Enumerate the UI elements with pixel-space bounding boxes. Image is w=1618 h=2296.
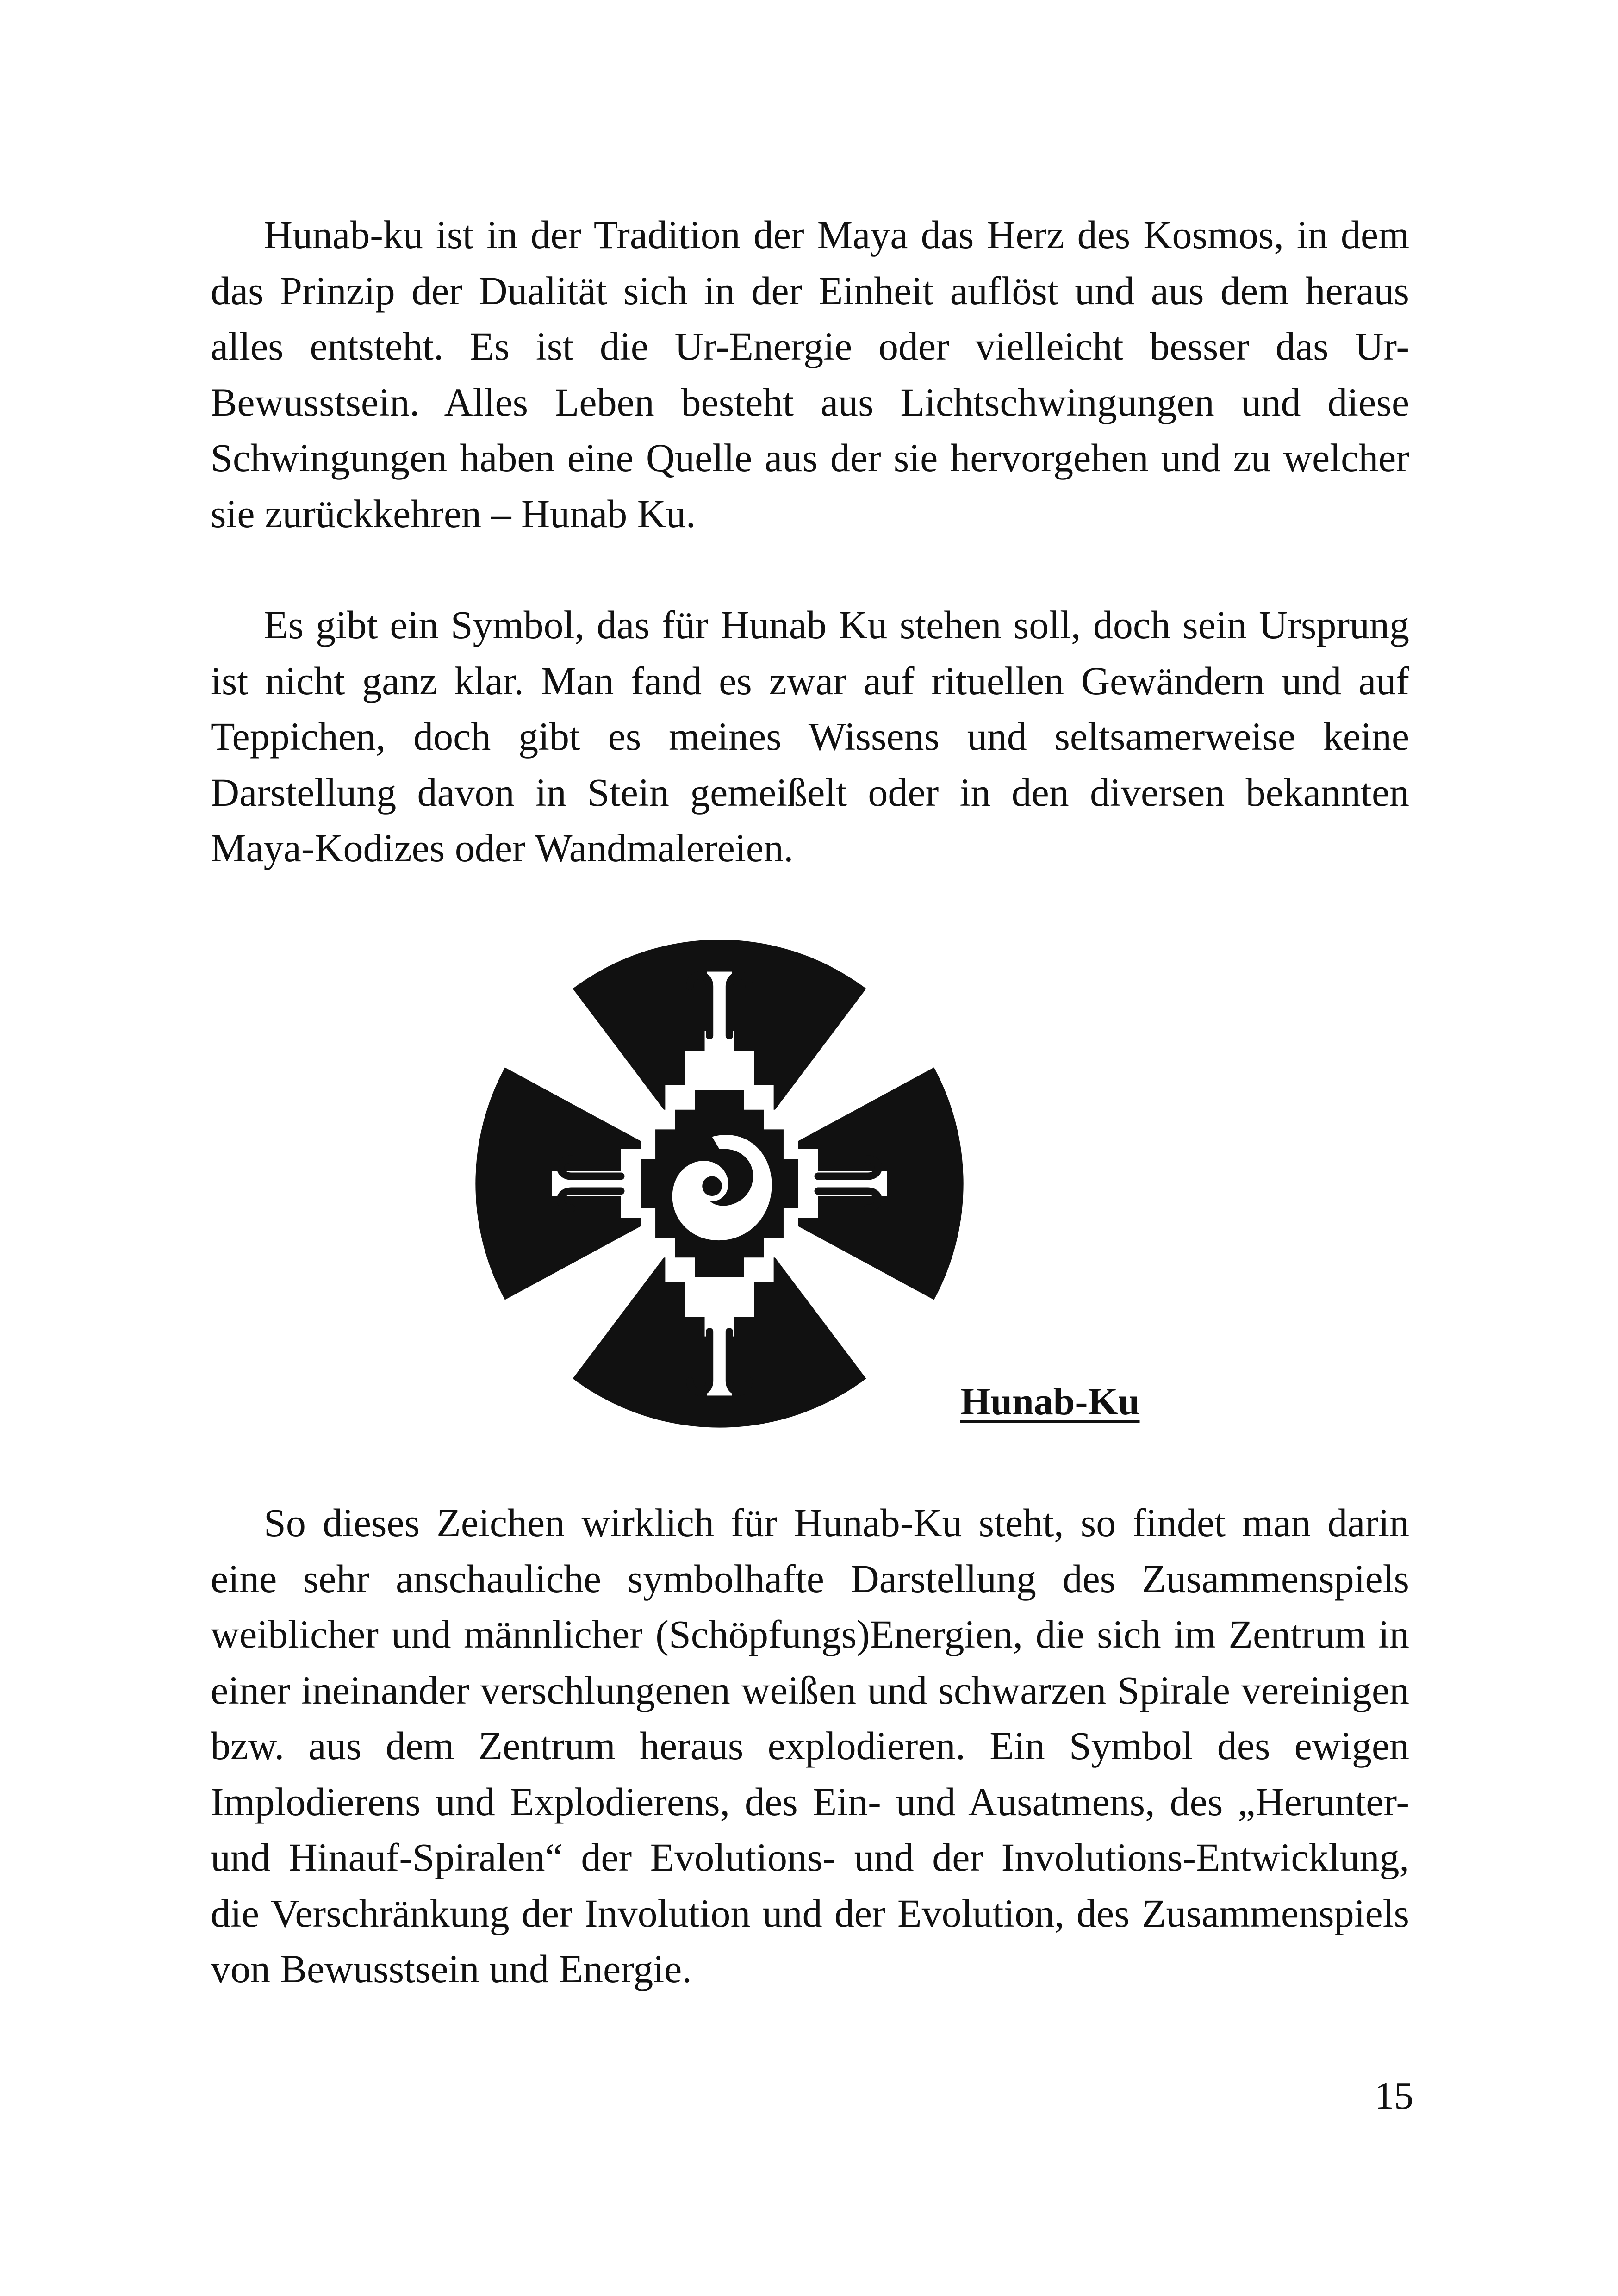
- figure-caption: Hunab-Ku: [960, 1380, 1140, 1423]
- paragraph-1: Hunab-ku ist in der Tradition der Maya das Herz des Kosmos, in dem das Prinzip der Dualität sich in der Einheit auflöst und aus dem heraus alles entsteht. Es ist die Ur-Energie oder vielleicht besser das Ur-Bewusstsein. Alles Leben besteht aus Lichtschwingungen und diese Schwingungen haben eine Quelle aus der sie hervorgehen und zu welcher sie zurückkehren – Hunab Ku.: [211, 212, 1409, 536]
- hunab-ku-symbol-icon: [473, 937, 966, 1430]
- page-number: 15: [1375, 2074, 1413, 2117]
- paragraph-3: So dieses Zeichen wirklich für Hunab-Ku steht, so findet man darin eine sehr anschauliche symbolhafte Darstellung des Zusammenspiels weiblicher und männlicher (Schöpfungs)Energien, die sich im Zentrum in einer ineinander verschlungenen weißen und schwarzen Spirale vereinigen bzw. aus dem Zentrum heraus explodieren. Ein Symbol des ewigen Implodierens und Explodierens, des Ein- und Ausatmens, des „Herunter- und Hinauf-Spiralen“ der Evolutions- und der Involutions-Entwicklung, die Verschränkung der Involution und der Evolution, des Zusammenspiels von Bewusstsein und Energie.: [211, 1500, 1409, 1991]
- paragraph-2: Es gibt ein Symbol, das für Hunab Ku stehen soll, doch sein Ursprung ist nicht ganz klar. Man fand es zwar auf rituellen Gewändern und auf Teppichen, doch gibt es meines Wissens und seltsamerweise keine Darstellung davon in Stein gemeißelt oder in den diversen bekannten Maya-Kodizes oder Wandmalereien.: [211, 603, 1409, 870]
